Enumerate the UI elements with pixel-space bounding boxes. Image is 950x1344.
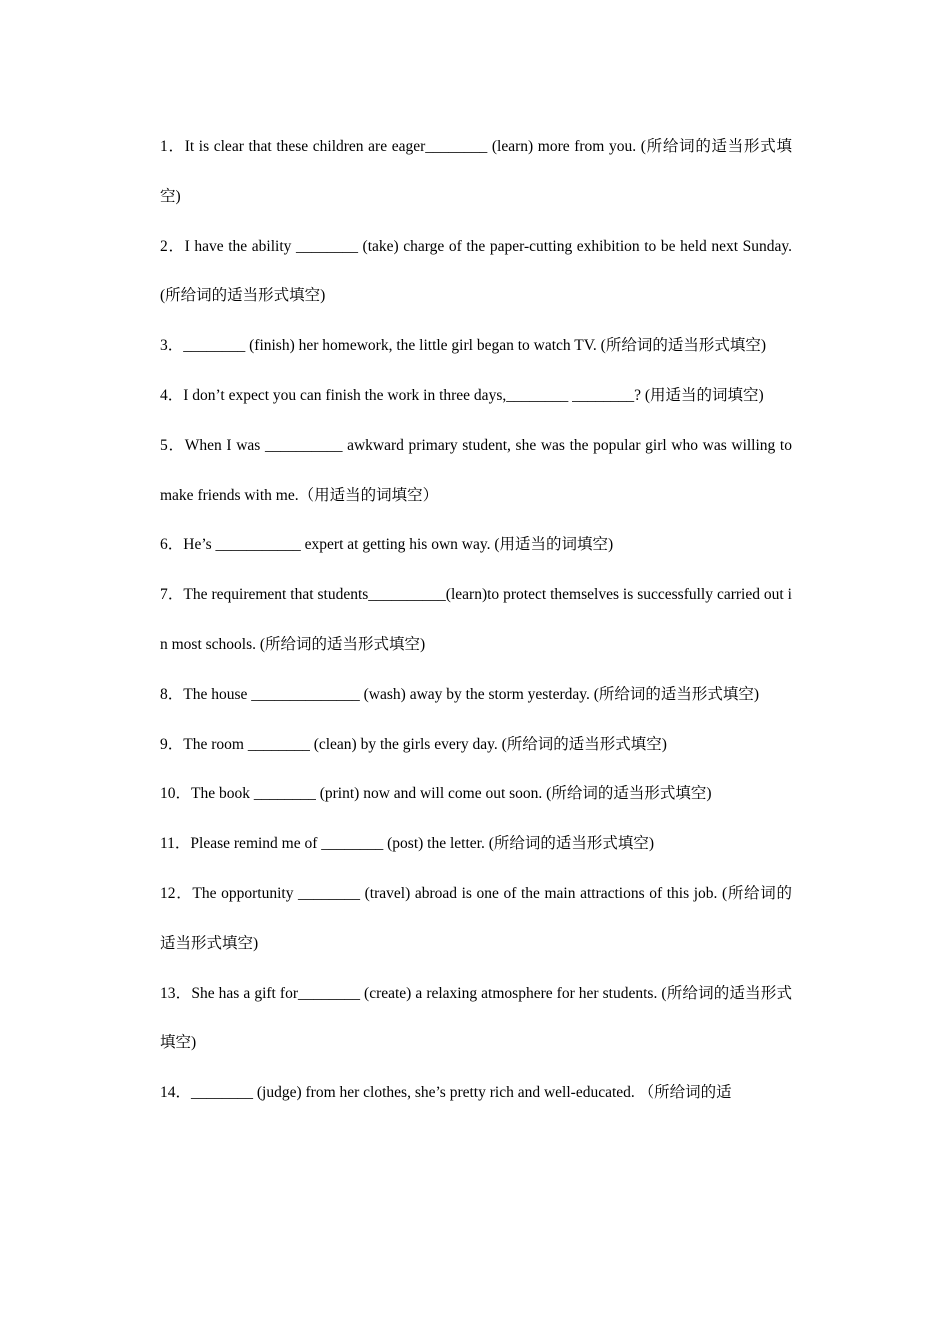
question-item: 14．________ (judge) from her clothes, she’s pretty rich and well-educated. （所给词的适 [160, 1084, 732, 1102]
question-item: 13．She has a gift for________ (create) a relaxing atmosphere for her students. (所给词的适当形式填空) [160, 984, 792, 1052]
question-item: 3．________ (finish) her homework, the little girl began to watch TV. (所给词的适当形式填空) [160, 337, 766, 355]
question-item: 2．I have the ability ________ (take) charge of the paper-cutting exhibition to be held next Sunday. (所给词的适当形式填空) [160, 237, 792, 305]
question-list [160, 122, 792, 1118]
question-item: 6．He’s ___________ expert at getting his own way. (用适当的词填空) [160, 536, 614, 554]
question-item: 4．I don’t expect you can finish the work in three days,________ ________? (用适当的词填空) [160, 386, 764, 404]
question-item: 9．The room ________ (clean) by the girls every day. (所给词的适当形式填空) [160, 735, 667, 753]
question-item: 8．The house ______________ (wash) away by the storm yesterday. (所给词的适当形式填空) [160, 685, 760, 703]
question-item: 7．The requirement that students__________(learn)to protect themselves is successfully carried out in most schools. (所给词的适当形式填空) [160, 586, 792, 653]
question-item: 11．Please remind me of ________ (post) the letter. (所给词的适当形式填空) [160, 835, 655, 853]
question-item: 10．The book ________ (print) now and will come out soon. (所给词的适当形式填空) [160, 785, 712, 803]
question-item: 1．It is clear that these children are eager________ (learn) more from you. (所给词的适当形式填空) [160, 138, 792, 205]
question-item: 12．The opportunity ________ (travel) abroad is one of the main attractions of this job. (所给词的适当形式填空) [160, 884, 792, 952]
question-item: 5．When I was __________ awkward primary student, she was the popular girl who was willing to make friends with me.（用适当的词填空） [160, 436, 792, 504]
